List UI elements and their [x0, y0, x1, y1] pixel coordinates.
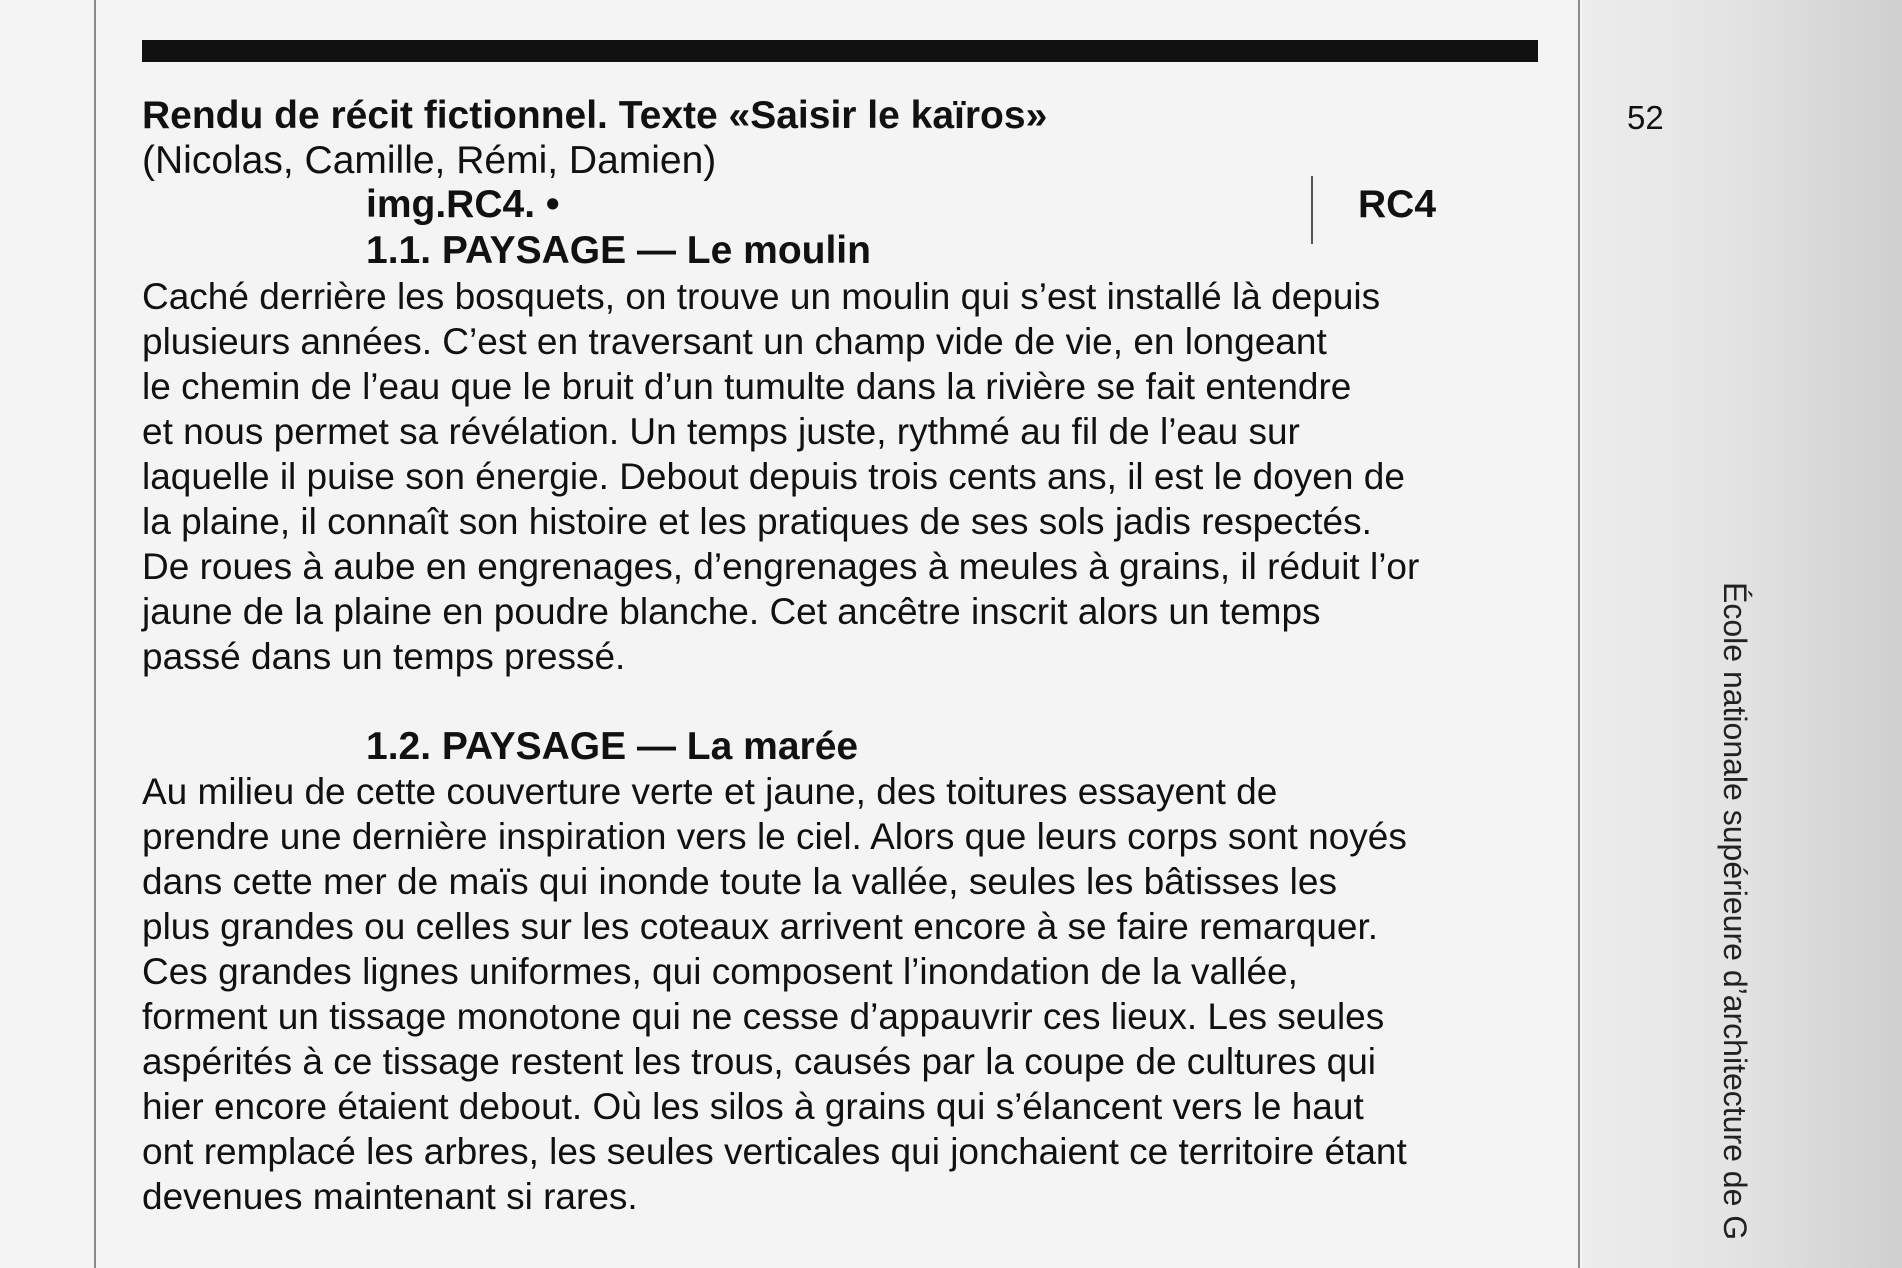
document-page — [94, 0, 1580, 1268]
text-line: plusieurs années. C’est en traversant un champ vide de vie, en longeant — [142, 321, 1327, 362]
text-line: aspérités à ce tissage restent les trous, causés par la coupe de cultures qui — [142, 1041, 1377, 1082]
paragraph-moulin — [142, 274, 1562, 679]
text-line: Au milieu de cette couverture verte et jaune, des toitures essayent de — [142, 771, 1278, 812]
text-line: forment un tissage monotone qui ne cesse d’appauvrir ces lieux. Les seules — [142, 996, 1385, 1037]
text-line: hier encore étaient debout. Où les silos à grains qui s’élancent vers le haut — [142, 1086, 1364, 1127]
school-name-vertical: École nationale supérieure d’architecture de G — [1717, 582, 1753, 1241]
section-code: RC4 — [1358, 183, 1437, 226]
text-line: et nous permet sa révélation. Un temps juste, rythmé au fil de l’eau sur — [142, 411, 1300, 452]
text-line: dans cette mer de maïs qui inonde toute la vallée, seules les bâtisses les — [142, 861, 1337, 902]
text-line: plus grandes ou celles sur les coteaux arrivent encore à se faire remarquer. — [142, 906, 1379, 947]
document-title: Rendu de récit fictionnel. Texte «Saisir le kaïros» — [142, 94, 1048, 137]
text-line: devenues maintenant si rares. — [142, 1176, 638, 1217]
text-line: le chemin de l’eau que le bruit d’un tumulte dans la rivière se fait entendre — [142, 366, 1352, 407]
section-heading-maree: 1.2. PAYSAGE — La marée — [366, 725, 859, 768]
text-line: la plaine, il connaît son histoire et les pratiques de ses sols jadis respectés. — [142, 501, 1372, 542]
text-line: De roues à aube en engrenages, d’engrenages à meules à grains, il réduit l’or — [142, 546, 1420, 587]
text-line: ont remplacé les arbres, les seules verticales qui jonchaient ce territoire étant — [142, 1131, 1407, 1172]
paragraph-maree — [142, 769, 1562, 1219]
text-line: laquelle il puise son énergie. Debout depuis trois cents ans, il est le doyen de — [142, 456, 1405, 497]
text-line: prendre une dernière inspiration vers le ciel. Alors que leurs corps sont noyés — [142, 816, 1407, 857]
text-line: jaune de la plaine en poudre blanche. Cet ancêtre inscrit alors un temps — [142, 591, 1321, 632]
authors-line: (Nicolas, Camille, Rémi, Damien) — [142, 139, 717, 182]
section-heading-moulin: 1.1. PAYSAGE — Le moulin — [366, 229, 871, 272]
text-line: Caché derrière les bosquets, on trouve un moulin qui s’est installé là depuis — [142, 276, 1381, 317]
code-divider — [1311, 176, 1313, 244]
page-number: 52 — [1627, 99, 1664, 136]
text-line: passé dans un temps pressé. — [142, 636, 626, 677]
image-reference: img.RC4. • — [366, 183, 560, 226]
text-line: Ces grandes lignes uniformes, qui composent l’inondation de la vallée, — [142, 951, 1298, 992]
section-rule — [142, 40, 1538, 62]
